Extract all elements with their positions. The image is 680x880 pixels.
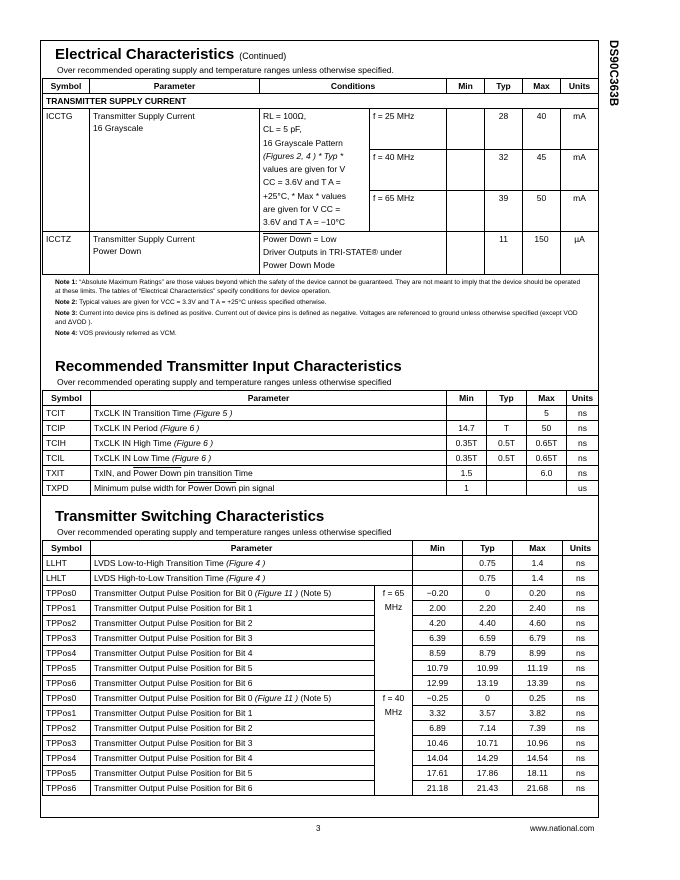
min-cell: 2.00 <box>413 601 463 616</box>
parameter-cell <box>90 231 260 274</box>
param-line: 16 Grayscale <box>93 123 144 133</box>
col-header: Symbol <box>43 541 91 556</box>
units-cell: ns <box>563 676 599 691</box>
symbol-cell: TPPos5 <box>43 661 91 676</box>
param-line: Power Down <box>93 245 142 256</box>
min-cell <box>447 231 485 274</box>
param-text: TxCLK IN Transition Time <box>94 408 191 418</box>
table-row <box>43 661 599 676</box>
min-cell <box>447 109 485 150</box>
typ-cell: 3.57 <box>463 706 513 721</box>
typ-cell: 0.5T <box>487 451 527 466</box>
typ-cell: 11 <box>485 231 523 274</box>
col-header: Units <box>567 391 599 406</box>
col-header: Min <box>413 541 463 556</box>
note-text: “Absolute Maximum Ratings” are those values beyond which the safety of the device cannot be guaranteed. They are not meant to imply that the device should be operated at these limits. The tables of “Electrical Characteristics” specify conditions for device operation. <box>55 279 581 295</box>
typ-cell: 39 <box>485 190 523 231</box>
section-title-switching: Transmitter Switching Characteristics <box>55 508 325 525</box>
parameter-cell <box>91 556 413 571</box>
typ-cell: 0.75 <box>463 571 513 586</box>
group-label: TRANSMITTER SUPPLY CURRENT <box>43 94 599 109</box>
figure-ref: (Figure 6 ) <box>173 438 214 448</box>
min-cell: 6.39 <box>413 631 463 646</box>
param-text: Transmitter Output Pulse Position for Bit 5 <box>94 768 253 778</box>
units-cell: ns <box>563 766 599 781</box>
figure-ref: (Figure 5 ) <box>193 408 233 418</box>
figure-ref: (Figure 6 ) <box>160 423 200 433</box>
symbol-cell: ICCTZ <box>43 231 90 274</box>
typ-cell: 13.19 <box>463 676 513 691</box>
note-ref: (Note 5) <box>300 588 332 598</box>
typ-cell: 8.79 <box>463 646 513 661</box>
parameter-cell <box>91 781 375 796</box>
table-row <box>43 751 599 766</box>
symbol-cell: TPPos0 <box>43 691 91 706</box>
max-cell: 0.65T <box>527 436 567 451</box>
frequency-condition-cell <box>375 586 413 691</box>
parameter-cell <box>91 451 447 466</box>
note-item <box>55 278 585 296</box>
table-row <box>43 481 599 496</box>
min-cell <box>447 406 487 421</box>
parameter-cell <box>91 571 413 586</box>
table-row <box>43 421 599 436</box>
max-cell: 13.39 <box>513 676 563 691</box>
typ-cell: 14.29 <box>463 751 513 766</box>
symbol-cell: TCIL <box>43 451 91 466</box>
col-header: Typ <box>485 79 523 94</box>
cond-line: Power Down Mode <box>263 260 335 271</box>
units-cell: mA <box>561 149 599 190</box>
cond-line: 3.6V and T A = −10°C <box>263 217 346 228</box>
col-header: Typ <box>487 391 527 406</box>
max-cell: 18.11 <box>513 766 563 781</box>
table-row <box>43 631 599 646</box>
parameter-cell <box>91 421 447 436</box>
group-row <box>43 94 599 109</box>
note-label: Note 3: <box>55 310 78 317</box>
parameter-cell <box>91 601 375 616</box>
typ-cell: 17.86 <box>463 766 513 781</box>
units-cell: us <box>567 481 599 496</box>
param-line: Transmitter Supply Current <box>93 233 195 244</box>
typ-cell: 10.71 <box>463 736 513 751</box>
switching-table-body <box>43 556 599 796</box>
parameter-cell <box>91 736 375 751</box>
param-text: TxCLK IN Period <box>94 423 158 433</box>
min-cell <box>413 571 463 586</box>
symbol-cell: TPPos6 <box>43 676 91 691</box>
min-cell <box>413 556 463 571</box>
units-cell: ns <box>563 616 599 631</box>
param-text: Transmitter Output Pulse Position for Bit 0 <box>94 693 253 703</box>
min-cell: 1.5 <box>447 466 487 481</box>
max-cell: 50 <box>523 190 561 231</box>
min-cell: −0.20 <box>413 586 463 601</box>
max-cell: 6.0 <box>527 466 567 481</box>
max-cell: 10.96 <box>513 736 563 751</box>
param-line: Transmitter Supply Current <box>93 111 195 121</box>
units-cell: ns <box>563 601 599 616</box>
max-cell: 50 <box>527 421 567 436</box>
param-text: Transmitter Output Pulse Position for Bit 3 <box>94 738 253 748</box>
max-cell: 1.4 <box>513 556 563 571</box>
max-cell: 0.65T <box>527 451 567 466</box>
typ-cell <box>487 481 527 496</box>
table-row <box>43 109 599 150</box>
symbol-cell: ICCTG <box>43 109 90 232</box>
footer-url[interactable]: www.national.com <box>530 824 595 833</box>
units-cell: ns <box>563 751 599 766</box>
units-cell: ns <box>563 571 599 586</box>
symbol-cell: TPPos3 <box>43 631 91 646</box>
col-header: Min <box>447 79 485 94</box>
param-text: Transmitter Output Pulse Position for Bit 4 <box>94 753 253 763</box>
col-header: Units <box>563 541 599 556</box>
typ-cell: 2.20 <box>463 601 513 616</box>
typ-cell <box>487 466 527 481</box>
units-cell: ns <box>567 436 599 451</box>
parameter-cell <box>91 691 375 706</box>
cond-line: CL = 5 pF, <box>263 124 302 135</box>
note-label: Note 2: <box>55 299 78 306</box>
max-cell: 11.19 <box>513 661 563 676</box>
table-row <box>43 231 599 274</box>
min-cell: 0.35T <box>447 451 487 466</box>
typ-cell: 6.59 <box>463 631 513 646</box>
table-header-row <box>43 541 599 556</box>
conditions-cell <box>260 231 447 274</box>
page-number: 3 <box>316 824 321 833</box>
freq-line: f = 40 <box>382 693 405 703</box>
note-item <box>55 298 585 307</box>
conditions-cell <box>260 109 370 232</box>
max-cell <box>527 481 567 496</box>
col-header: Units <box>561 79 599 94</box>
parameter-cell <box>90 109 260 232</box>
col-header: Symbol <box>43 391 91 406</box>
symbol-cell: TPPos0 <box>43 586 91 601</box>
parameter-cell <box>91 721 375 736</box>
param-text: Transmitter Output Pulse Position for Bit 3 <box>94 633 253 643</box>
freq-line: MHz <box>384 602 403 612</box>
typ-cell: 7.14 <box>463 721 513 736</box>
electrical-characteristics-table <box>42 78 599 275</box>
max-cell: 7.39 <box>513 721 563 736</box>
table-header-row <box>43 391 599 406</box>
max-cell: 21.68 <box>513 781 563 796</box>
param-text: Transmitter Output Pulse Position for Bit 5 <box>94 663 253 673</box>
table-row <box>43 406 599 421</box>
sidebar-part-number <box>601 40 621 160</box>
parameter-cell <box>91 406 447 421</box>
max-cell: 2.40 <box>513 601 563 616</box>
units-cell: ns <box>567 421 599 436</box>
typ-cell: 21.43 <box>463 781 513 796</box>
symbol-cell: LHLT <box>43 571 91 586</box>
col-header: Max <box>513 541 563 556</box>
symbol-cell: TPPos4 <box>43 751 91 766</box>
symbol-cell: TPPos4 <box>43 646 91 661</box>
cond-line: Driver Outputs in TRI-STATE® under <box>263 246 402 257</box>
typ-cell: 0.75 <box>463 556 513 571</box>
symbol-cell: TXIT <box>43 466 91 481</box>
min-cell: 4.20 <box>413 616 463 631</box>
power-down-signal: Power Down <box>188 483 237 493</box>
min-cell: 1 <box>447 481 487 496</box>
param-text: TxCLK IN Low Time <box>94 453 170 463</box>
freq-line: MHz <box>384 707 403 717</box>
param-text: TxIN, and <box>94 468 134 478</box>
table-row <box>43 436 599 451</box>
frequency-condition-cell <box>375 691 413 796</box>
units-cell: ns <box>563 691 599 706</box>
min-cell: 6.89 <box>413 721 463 736</box>
typ-cell <box>487 406 527 421</box>
param-text: Transmitter Output Pulse Position for Bit 6 <box>94 783 253 793</box>
parameter-cell <box>91 586 375 601</box>
param-text: LVDS Low-to-High Transition Time <box>94 558 224 568</box>
symbol-cell: TPPos5 <box>43 766 91 781</box>
units-cell: mA <box>561 109 599 150</box>
table-row <box>43 721 599 736</box>
col-header: Parameter <box>91 391 447 406</box>
param-text: pin signal <box>236 483 275 493</box>
cond-line: CC = 3.6V and T A = <box>263 177 341 188</box>
parameter-cell <box>91 661 375 676</box>
col-header: Parameter <box>90 79 260 94</box>
min-cell: 14.7 <box>447 421 487 436</box>
table-row <box>43 451 599 466</box>
freq-cell: f = 40 MHz <box>370 149 447 190</box>
typ-cell: 10.99 <box>463 661 513 676</box>
table-row <box>43 691 599 706</box>
parameter-cell <box>91 766 375 781</box>
units-cell: ns <box>563 706 599 721</box>
min-cell: 8.59 <box>413 646 463 661</box>
max-cell: 1.4 <box>513 571 563 586</box>
typ-cell: 0.5T <box>487 436 527 451</box>
max-cell: 40 <box>523 109 561 150</box>
col-header: Conditions <box>260 79 447 94</box>
units-cell: ns <box>563 661 599 676</box>
param-text: Transmitter Output Pulse Position for Bit 2 <box>94 618 253 628</box>
max-cell: 5 <box>527 406 567 421</box>
units-cell: ns <box>563 556 599 571</box>
units-cell: mA <box>561 190 599 231</box>
max-cell: 45 <box>523 149 561 190</box>
min-cell: −0.25 <box>413 691 463 706</box>
table-row <box>43 616 599 631</box>
cond-line <box>263 233 443 246</box>
symbol-cell: TPPos3 <box>43 736 91 751</box>
parameter-cell <box>91 631 375 646</box>
parameter-cell <box>91 466 447 481</box>
freq-cell: f = 25 MHz <box>370 109 447 150</box>
power-down-signal: Power Down <box>263 233 312 244</box>
max-cell: 0.20 <box>513 586 563 601</box>
table-row <box>43 706 599 721</box>
symbol-cell: TCIT <box>43 406 91 421</box>
max-cell: 0.25 <box>513 691 563 706</box>
cond-text: = Low <box>311 233 337 244</box>
max-cell: 3.82 <box>513 706 563 721</box>
symbol-cell: TCIH <box>43 436 91 451</box>
table-row <box>43 736 599 751</box>
min-cell: 0.35T <box>447 436 487 451</box>
continued-label: (Continued) <box>239 51 287 61</box>
cond-line: are given for V CC = <box>263 204 341 215</box>
switching-characteristics-table <box>42 540 599 796</box>
input-characteristics-table <box>42 390 599 496</box>
parameter-cell <box>91 436 447 451</box>
max-cell: 8.99 <box>513 646 563 661</box>
param-text: LVDS High-to-Low Transition Time <box>94 573 224 583</box>
param-text: TxCLK IN High Time <box>94 438 172 448</box>
symbol-cell: TCIP <box>43 421 91 436</box>
param-text: Transmitter Output Pulse Position for Bit 0 <box>94 588 253 598</box>
max-cell: 4.60 <box>513 616 563 631</box>
param-text: Transmitter Output Pulse Position for Bit 1 <box>94 708 253 718</box>
cond-line: values are given for V <box>263 164 346 175</box>
typ-cell: 32 <box>485 149 523 190</box>
min-cell <box>447 149 485 190</box>
notes-block <box>55 278 585 340</box>
table-row <box>43 556 599 571</box>
units-cell: ns <box>563 721 599 736</box>
section-title-electrical <box>55 46 286 63</box>
units-cell: ns <box>567 406 599 421</box>
cond-line: 16 Grayscale Pattern <box>263 137 343 148</box>
symbol-cell: TPPos2 <box>43 721 91 736</box>
parameter-cell <box>91 646 375 661</box>
note-text: Typical values are given for VCC = 3.3V and T A = +25°C unless specified otherwise. <box>79 299 327 306</box>
param-text: Transmitter Output Pulse Position for Bit 2 <box>94 723 253 733</box>
symbol-cell: TXPD <box>43 481 91 496</box>
min-cell: 3.32 <box>413 706 463 721</box>
typ-cell: T <box>487 421 527 436</box>
table-row <box>43 766 599 781</box>
param-text: pin transition Time <box>181 468 253 478</box>
freq-cell: f = 65 MHz <box>370 190 447 231</box>
section-title-text: Electrical Characteristics <box>55 46 235 63</box>
figure-ref: (Figure 11 ) <box>254 693 299 703</box>
section-subtitle: Over recommended operating supply and temperature ranges unless otherwise specified <box>57 527 392 537</box>
units-cell: ns <box>563 781 599 796</box>
parameter-cell <box>91 706 375 721</box>
units-cell: ns <box>567 466 599 481</box>
min-cell: 21.18 <box>413 781 463 796</box>
figure-ref: (Figure 4 ) <box>226 573 266 583</box>
figure-ref: (Figure 11 ) <box>254 588 299 598</box>
cond-line: +25°C, * Max * values <box>263 190 347 201</box>
table-row <box>43 586 599 601</box>
col-header: Symbol <box>43 79 90 94</box>
col-header: Min <box>447 391 487 406</box>
parameter-cell <box>91 751 375 766</box>
note-ref: (Note 5) <box>300 693 332 703</box>
note-text: VOS previously referred as VCM. <box>79 330 177 337</box>
units-cell: µA <box>561 231 599 274</box>
param-text: Transmitter Output Pulse Position for Bit 4 <box>94 648 253 658</box>
parameter-cell <box>91 616 375 631</box>
col-header: Max <box>527 391 567 406</box>
power-down-signal: Power Down <box>133 468 182 478</box>
note-item <box>55 329 585 338</box>
min-cell <box>447 190 485 231</box>
col-header: Typ <box>463 541 513 556</box>
max-cell: 150 <box>523 231 561 274</box>
typ-cell: 0 <box>463 691 513 706</box>
max-cell: 6.79 <box>513 631 563 646</box>
col-header: Max <box>523 79 561 94</box>
part-number-label: DS90C363B <box>607 40 619 107</box>
table-row <box>43 601 599 616</box>
typ-cell: 4.40 <box>463 616 513 631</box>
min-cell: 14.04 <box>413 751 463 766</box>
min-cell: 17.61 <box>413 766 463 781</box>
note-label: Note 4: <box>55 330 78 337</box>
typ-cell: 28 <box>485 109 523 150</box>
units-cell: ns <box>563 736 599 751</box>
note-item <box>55 309 585 327</box>
units-cell: ns <box>563 586 599 601</box>
freq-line: f = 65 <box>382 588 405 598</box>
units-cell: ns <box>567 451 599 466</box>
min-cell: 10.46 <box>413 736 463 751</box>
max-cell: 14.54 <box>513 751 563 766</box>
figure-ref: (Figure 4 ) <box>226 558 266 568</box>
parameter-cell <box>91 481 447 496</box>
symbol-cell: TPPos1 <box>43 706 91 721</box>
min-cell: 12.99 <box>413 676 463 691</box>
section-subtitle: Over recommended operating supply and temperature ranges unless otherwise specified. <box>57 65 394 75</box>
units-cell: ns <box>563 646 599 661</box>
param-text: Minimum pulse width for <box>94 483 189 493</box>
table-row <box>43 466 599 481</box>
cond-line: (Figures 2, 4 ) * Typ * <box>263 150 344 161</box>
parameter-cell <box>91 676 375 691</box>
table-row <box>43 781 599 796</box>
symbol-cell: LLHT <box>43 556 91 571</box>
symbol-cell: TPPos6 <box>43 781 91 796</box>
table-header-row <box>43 79 599 94</box>
typ-cell: 0 <box>463 586 513 601</box>
symbol-cell: TPPos1 <box>43 601 91 616</box>
section-title-input: Recommended Transmitter Input Characteristics <box>55 358 402 375</box>
note-label: Note 1: <box>55 279 78 286</box>
figure-ref: (Figure 6 ) <box>171 453 212 463</box>
cond-line: RL = 100Ω, <box>263 111 307 121</box>
note-text: Current into device pins is defined as positive. Current out of device pins is defined as negative. Voltages are referenced to ground unless otherwise specified (except VOD and ΔVOD ). <box>55 310 578 326</box>
units-cell: ns <box>563 631 599 646</box>
symbol-cell: TPPos2 <box>43 616 91 631</box>
section-subtitle: Over recommended operating supply and temperature ranges unless otherwise specified <box>57 377 392 387</box>
param-text: Transmitter Output Pulse Position for Bit 1 <box>94 603 253 613</box>
min-cell: 10.79 <box>413 661 463 676</box>
table-row <box>43 646 599 661</box>
table-row <box>43 676 599 691</box>
param-text: Transmitter Output Pulse Position for Bit 6 <box>94 678 253 688</box>
col-header: Parameter <box>91 541 413 556</box>
table-row <box>43 571 599 586</box>
